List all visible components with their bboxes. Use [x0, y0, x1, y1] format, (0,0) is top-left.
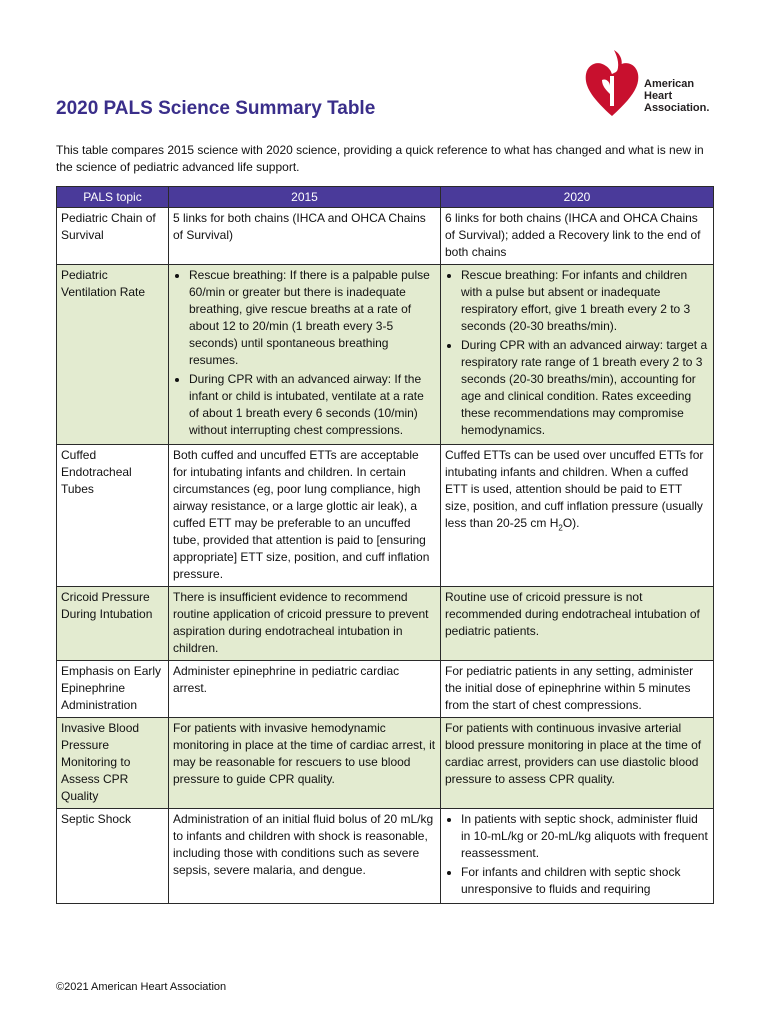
cell-2020 [441, 265, 714, 445]
cell-2020: Routine use of cricoid pressure is not recommended during endotracheal intubation of pediatric patients. [441, 587, 714, 661]
cell-2020 [441, 809, 714, 904]
table-row [57, 809, 714, 904]
cell-2020: For patients with continuous invasive arterial blood pressure monitoring in place at the time of cardiac arrest, providers can use diastolic blood pressure to assess CPR quality. [441, 718, 714, 809]
cell-2015: 5 links for both chains (IHCA and OHCA Chains of Survival) [169, 208, 441, 265]
bullet-list [445, 811, 709, 898]
list-item: • In patients with septic shock, administer fluid in 10-mL/kg or 20-mL/kg aliquots with frequent reassessment. [461, 811, 709, 862]
cell-text: Cuffed ETTs can be used over uncuffed ETTs for intubating infants and children. When a cuffed ETT is used, attention should be paid to ETT size, position, and cuff inflation pressure (usually less than 20-25 cm H [445, 448, 704, 530]
cell-2020 [441, 445, 714, 587]
header-topic: PALS topic [57, 187, 169, 208]
list-item: • During CPR with an advanced airway: If the infant or child is intubated, ventilate at a rate of about 1 breath every 6 seconds (10/min) without interrupting chest compressions. [189, 371, 436, 439]
table-header-row [57, 187, 714, 208]
topic-cell: Emphasis on Early Epinephrine Administration [57, 661, 169, 718]
topic-cell: Cricoid Pressure During Intubation [57, 587, 169, 661]
logo-wordmark: American Heart Association. [644, 78, 710, 114]
topic-cell: Pediatric Chain of Survival [57, 208, 169, 265]
copyright-footer: ©2021 American Heart Association [56, 981, 227, 993]
list-item: • Rescue breathing: For infants and children with a pulse but absent or inadequate respiratory effort, give 1 breath every 2 to 3 seconds (20-30 breaths/min). [461, 267, 709, 335]
table-row [57, 587, 714, 661]
cell-2015: There is insufficient evidence to recommend routine application of cricoid pressure to prevent aspiration during endotracheal intubation in children. [169, 587, 441, 661]
cell-text: O). [562, 516, 580, 530]
list-item: • Rescue breathing: If there is a palpable pulse 60/min or greater but there is inadequate breathing, give rescue breaths at a rate of about 12 to 20/min (1 breath every 3-5 seconds) until spontaneous breathing resumes. [189, 267, 436, 369]
cell-2020: For pediatric patients in any setting, administer the initial dose of epinephrine within 5 minutes from the start of chest compressions. [441, 661, 714, 718]
table-row [57, 661, 714, 718]
cell-2015: For patients with invasive hemodynamic monitoring in place at the time of cardiac arrest, it may be reasonable for rescuers to use blood pressure to guide CPR quality. [169, 718, 441, 809]
cell-2015: Administer epinephrine in pediatric cardiac arrest. [169, 661, 441, 718]
header-2015: 2015 [169, 187, 441, 208]
table-row [57, 445, 714, 587]
topic-cell: Septic Shock [57, 809, 169, 904]
cell-2015: Administration of an initial fluid bolus of 20 mL/kg to infants and children with shock is reasonable, including those with conditions such as severe sepsis, severe malaria, and dengue. [169, 809, 441, 904]
cell-2020: 6 links for both chains (IHCA and OHCA Chains of Survival); added a Recovery link to the end of both chains [441, 208, 714, 265]
table-row [57, 208, 714, 265]
summary-table [56, 186, 714, 904]
table-row [57, 265, 714, 445]
topic-cell: Invasive Blood Pressure Monitoring to Assess CPR Quality [57, 718, 169, 809]
aha-logo [582, 46, 722, 122]
bullet-list [445, 267, 709, 439]
bullet-list [173, 267, 436, 439]
topic-cell: Cuffed Endotracheal Tubes [57, 445, 169, 587]
cell-2015 [169, 265, 441, 445]
topic-cell: Pediatric Ventilation Rate [57, 265, 169, 445]
header-2020: 2020 [441, 187, 714, 208]
list-item: • For infants and children with septic shock unresponsive to fluids and requiring [461, 864, 709, 898]
table-row [57, 718, 714, 809]
heart-torch-icon [582, 46, 642, 122]
intro-paragraph: This table compares 2015 science with 2020 science, providing a quick reference to what has changed and what is new in the science of pediatric advanced life support. [56, 143, 704, 174]
cell-2015: Both cuffed and uncuffed ETTs are acceptable for intubating infants and children. In certain circumstances (eg, poor lung compliance, high airway resistance, or a large glottic air leak), a cuffed ETT may be preferable to an uncuffed tube, provided that attention is paid to [ensuring appropriate] ETT size, position, and cuff inflation pressure. [169, 445, 441, 587]
page-title: 2020 PALS Science Summary Table [56, 98, 376, 119]
list-item: • During CPR with an advanced airway: target a respiratory rate range of 1 breath every 2 to 3 seconds (20-30 breaths/min), accounting for age and clinical condition. Rates exceeding these recommendations may compromise hemodynamics. [461, 337, 709, 439]
subscript-text: 2 [558, 523, 563, 533]
